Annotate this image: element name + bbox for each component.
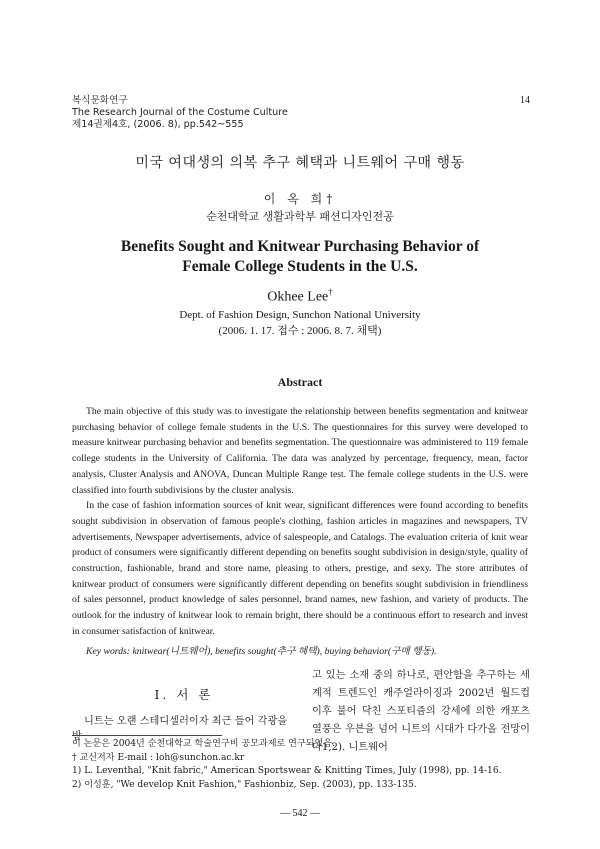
footnote-funding: 이 논문은 2004년 순천대학교 학술연구비 공모과제로 연구되었음. bbox=[72, 739, 335, 749]
footnote-divider bbox=[72, 735, 222, 736]
abstract-body bbox=[72, 404, 528, 640]
affiliation-korean: 순천대학교 생활과학부 패션디자인전공 bbox=[206, 210, 394, 223]
received-accepted-dates: (2006. 1. 17. 접수 : 2006. 8. 7. 채택) bbox=[218, 325, 382, 337]
title-korean: 미국 여대생의 의복 추구 혜택과 니트웨어 구매 행동 bbox=[135, 155, 465, 171]
keywords: Key words: knitwear(니트웨어), benefits sought(추구 혜택), buying behavior(구매 행동). bbox=[86, 646, 437, 657]
page-number-top: 14 bbox=[520, 95, 530, 106]
affiliation-english bbox=[0, 307, 600, 339]
body-text-right-column: 고 있는 소재 중의 하나로, 편안함을 추구하는 세계적 트렌드인 캐주얼라이징과 2002년 월드컵 이후 불어 닥친 스포티즘의 강세에 의한 캐포츠 열풍은 우븐을 넘어 니트의 시대가 다가올 전망이다1,2). 니트웨어 bbox=[312, 670, 530, 753]
footnotes bbox=[72, 738, 502, 792]
journal-volume: 제14권제4호, (2006. 8), pp.542~555 bbox=[72, 119, 244, 130]
corresponding-author-mark: † bbox=[328, 287, 333, 297]
footnote-correspondence: † 교신저자 E-mail : loh@sunchon.ac.kr bbox=[72, 752, 245, 763]
section-heading-introduction: I. 서 론 bbox=[154, 687, 214, 702]
footnote-reference-2: 2) 이성훈, "We develop Knit Fashion," Fashionbiz, Sep. (2003), pp. 133-135. bbox=[72, 779, 417, 790]
abstract-paragraph-1: The main objective of this study was to investigate the relationship between benefits segmentation and knitwear purchasing behavior of college female students in the U.S. The questionnaires for this survey were developed to measure knitwear purchasing behavior and benefits segmentation. The questionnaire was administered to 119 female college students in the University of California. The data was analyzed by percentage, frequency, mean, factor analysis, Cluster Analysis and ANOVA, Duncan Multiple Range test. The female college students in the U.S. were classified into fourth subdivisions by the cluster analysis. bbox=[72, 406, 528, 496]
title-english-line1: Benefits Sought and Knitwear Purchasing Behavior of bbox=[120, 238, 480, 255]
body-text-left-column: 니트는 오랜 스테디셀러이자 최근 들어 각광을 받 bbox=[72, 716, 288, 742]
page-number-bottom: — 542 — bbox=[280, 808, 320, 819]
journal-name-en: The Research Journal of the Costume Culture bbox=[72, 107, 288, 118]
footnote-reference-1: 1) L. Leventhal, "Knit fabric," American Sportswear & Knitting Times, July (1998), pp. 14-16. bbox=[72, 766, 502, 776]
title-english bbox=[0, 237, 600, 277]
journal-header bbox=[72, 95, 288, 131]
journal-name-ko: 복식문화연구 bbox=[72, 95, 128, 106]
author-korean: 이 옥 희† bbox=[263, 192, 337, 206]
title-english-line2: Female College Students in the U.S. bbox=[182, 258, 418, 275]
abstract-paragraph-2: In the case of fashion information sources of knit wear, significant differences were found according to benefits sought subdivision in observation of famous people's clothing, fashion articles in magazines and newspapers, TV advertisements, Newspaper advertisements, advice of salespeople, and Catalogs. The evaluation criteria of knit wear product of consumers were significantly different depending on benefits sought subdivision in design/style, quality of construction, fashionable, brand and store name, pleasing to others, prestige, and sexy. The store attributes of knitwear product of consumers were significantly different depending on benefits sought subdivision in friendliness of sales personnel, product knowledge of sales personnel, brand names, new fashion, and variety of products. The outlook for the industry of knitwear look to remain bright, there should be a continuous effort to research and invest in consumer satisfaction of knitwear. bbox=[72, 500, 528, 637]
abstract-heading: Abstract bbox=[277, 375, 323, 389]
affiliation-english-line: Dept. of Fashion Design, Sunchon National University bbox=[179, 309, 421, 321]
author-english-name: Okhee Lee bbox=[267, 289, 329, 305]
author-english bbox=[0, 287, 600, 306]
